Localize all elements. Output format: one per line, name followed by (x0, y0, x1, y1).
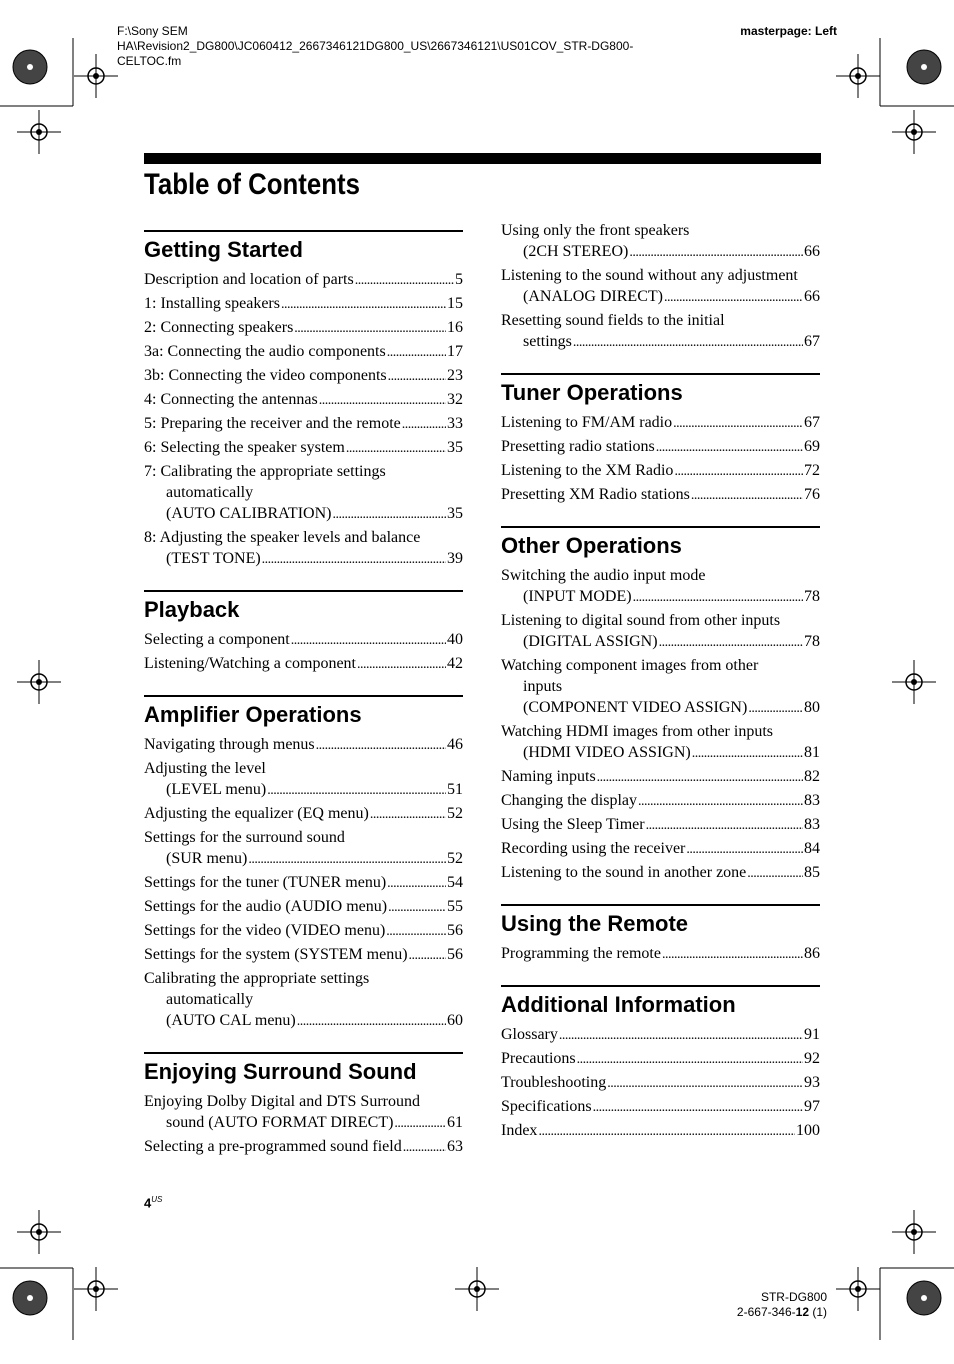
dot-leader (577, 1048, 803, 1070)
section-heading: Using the Remote (501, 904, 820, 937)
toc-entry[interactable] (144, 341, 463, 363)
dot-leader (403, 1136, 446, 1158)
toc-section (501, 373, 820, 506)
registration-cross-icon (892, 1210, 936, 1254)
toc-entry-text: Listening to the sound without any adjustment (501, 267, 798, 284)
toc-entry[interactable] (501, 412, 820, 434)
toc-entry-text: (LEVEL menu) (166, 781, 267, 798)
toc-entry-text: automatically (166, 484, 254, 501)
toc-page-number: 51 (447, 781, 463, 798)
toc-entry-text: Selecting a pre-programmed sound field (144, 1138, 402, 1155)
toc-page-number: 55 (447, 898, 463, 915)
toc-entry-text: Listening to digital sound from other inputs (501, 612, 781, 629)
dot-leader (388, 896, 446, 918)
dot-leader (281, 293, 446, 315)
toc-entry-text: Settings for the system (SYSTEM menu) (144, 946, 408, 963)
dot-leader (664, 286, 803, 308)
toc-page-number: 42 (447, 655, 463, 672)
dot-leader (593, 1096, 803, 1118)
toc-entry[interactable] (501, 790, 820, 812)
toc-entry-text: automatically (166, 991, 254, 1008)
toc-page-number: 46 (447, 736, 463, 753)
toc-entry-text: 7: Calibrating the appropriate settings (144, 463, 386, 480)
toc-page-number: 56 (447, 922, 463, 939)
toc-entry-text: (AUTO CALIBRATION) (166, 505, 332, 522)
toc-entry-text: (SUR menu) (166, 850, 248, 867)
toc-entry[interactable] (501, 766, 820, 788)
dot-leader (297, 1010, 446, 1032)
toc-entry-text: 6: Selecting the speaker system (144, 439, 345, 456)
toc-entry[interactable] (501, 943, 820, 965)
toc-entry[interactable] (144, 461, 463, 525)
toc-entry-text: Naming inputs (501, 768, 596, 785)
dot-leader (267, 779, 446, 801)
registration-sun-icon (13, 50, 47, 84)
toc-entry-text: Selecting a component (144, 631, 290, 648)
footer-model: STR-DG800 (760, 1290, 827, 1304)
registration-cross-icon (836, 54, 880, 98)
footer-info (737, 1290, 827, 1320)
dot-leader (538, 1120, 795, 1142)
dot-leader (573, 331, 803, 353)
toc-page-number: 76 (804, 486, 820, 503)
dot-leader (402, 413, 446, 435)
toc-page-number: 78 (804, 633, 820, 650)
toc-page-number: 63 (447, 1138, 463, 1155)
dot-leader (748, 697, 803, 719)
page-title: Table of Contents (144, 168, 360, 201)
toc-entry-text: Calibrating the appropriate settings (144, 970, 370, 987)
dot-leader (387, 341, 446, 363)
toc-entry[interactable] (501, 436, 820, 458)
toc-entry[interactable] (144, 389, 463, 411)
toc-entry[interactable] (144, 629, 463, 651)
toc-entry-text: Changing the display (501, 792, 637, 809)
dot-leader (394, 1112, 446, 1134)
toc-entry-text: settings (523, 333, 572, 350)
toc-entry[interactable] (144, 317, 463, 339)
registration-cross-icon (74, 54, 118, 98)
dot-leader (597, 766, 803, 788)
toc-entry[interactable] (501, 460, 820, 482)
toc-entry-text: Presetting radio stations (501, 438, 655, 455)
toc-entry-text: (ANALOG DIRECT) (523, 288, 663, 305)
toc-entry[interactable] (144, 437, 463, 459)
toc-entry-text: 2: Connecting speakers (144, 319, 294, 336)
toc-entry[interactable] (501, 1024, 820, 1046)
toc-entry[interactable] (144, 758, 463, 801)
toc-section (144, 695, 463, 1032)
registration-cross-icon (892, 660, 936, 704)
registration-sun-icon (13, 1281, 47, 1315)
toc-entry-text: Using the Sleep Timer (501, 816, 645, 833)
toc-entry[interactable] (144, 527, 463, 570)
toc-page-number: 83 (804, 816, 820, 833)
file-path-line: CELTOC.fm (117, 54, 182, 68)
page-number-value: 4 (144, 1195, 152, 1211)
dot-leader (346, 437, 446, 459)
dot-leader (355, 269, 454, 291)
toc-entry-text: Settings for the surround sound (144, 829, 345, 846)
dot-leader (673, 412, 803, 434)
toc-page-number: 17 (447, 343, 463, 360)
toc-page-number: 39 (447, 550, 463, 567)
toc-entry[interactable] (501, 721, 820, 764)
toc-entry-text: (TEST TONE) (166, 550, 261, 567)
toc-entry-text: Programming the remote (501, 945, 661, 962)
dot-leader (633, 586, 803, 608)
toc-entry-text: Settings for the tuner (TUNER menu) (144, 874, 387, 891)
toc-entry[interactable] (501, 610, 820, 653)
toc-entry-text: 8: Adjusting the speaker levels and balance (144, 529, 421, 546)
toc-entry[interactable] (144, 413, 463, 435)
toc-entry-text: Precautions (501, 1050, 576, 1067)
toc-entry[interactable] (501, 1120, 820, 1142)
toc-page-number: 5 (455, 271, 463, 288)
toc-page-number: 97 (804, 1098, 820, 1115)
toc-page-number: 23 (447, 367, 463, 384)
toc-page-number: 84 (804, 840, 820, 857)
section-heading: Enjoying Surround Sound (144, 1052, 463, 1085)
toc-entry[interactable] (144, 365, 463, 387)
toc-entry-text: 3a: Connecting the audio components (144, 343, 386, 360)
registration-cross-icon (17, 660, 61, 704)
toc-entry-text: (AUTO CAL menu) (166, 1012, 296, 1029)
toc-page-number: 52 (447, 805, 463, 822)
toc-entry-text: (COMPONENT VIDEO ASSIGN) (523, 699, 748, 716)
toc-page-number: 86 (804, 945, 820, 962)
toc-page-number: 83 (804, 792, 820, 809)
toc-page-number: 52 (447, 850, 463, 867)
toc-entry-text: Description and location of parts (144, 271, 354, 288)
section-heading: Additional Information (501, 985, 820, 1018)
dot-leader (294, 317, 446, 339)
dot-leader (629, 241, 803, 263)
dot-leader (646, 814, 803, 836)
registration-cross-icon (74, 1267, 118, 1311)
toc-entry[interactable] (501, 565, 820, 608)
toc-entry-text: inputs (523, 678, 563, 695)
toc-entry-text: (HDMI VIDEO ASSIGN) (523, 744, 691, 761)
right-column (501, 220, 820, 1162)
dot-leader (332, 503, 446, 525)
toc-entry-text: Navigating through menus (144, 736, 315, 753)
toc-entry[interactable] (501, 862, 820, 884)
toc-entry[interactable] (501, 1072, 820, 1094)
toc-section (501, 904, 820, 965)
toc-page-number: 67 (804, 333, 820, 350)
toc-page-number: 72 (804, 462, 820, 479)
dot-leader (248, 848, 446, 870)
registration-cross-icon (17, 1210, 61, 1254)
toc-entry[interactable] (144, 827, 463, 870)
toc-entry-text: sound (AUTO FORMAT DIRECT) (166, 1114, 394, 1131)
toc-entry[interactable] (144, 944, 463, 966)
toc-entry[interactable] (501, 265, 820, 308)
dot-leader (691, 484, 803, 506)
dot-leader (319, 389, 446, 411)
left-column (144, 230, 463, 1178)
toc-entry-text: Specifications (501, 1098, 592, 1115)
toc-page-number: 16 (447, 319, 463, 336)
dot-leader (559, 1024, 803, 1046)
toc-section (501, 985, 820, 1142)
dot-leader (370, 803, 446, 825)
toc-entry-text: Index (501, 1122, 538, 1139)
toc-entry[interactable] (501, 1096, 820, 1118)
file-path-line: HA\Revision2_DG800\JC060412_2667346121DG800_US\2667346121\US01COV_STR-DG800- (117, 39, 634, 53)
dot-leader (747, 862, 803, 884)
toc-entry-text: Listening to FM/AM radio (501, 414, 673, 431)
dot-leader (388, 365, 446, 387)
toc-page-number: 85 (804, 864, 820, 881)
toc-entry-text: 1: Installing speakers (144, 295, 280, 312)
dot-leader (386, 920, 446, 942)
toc-page-number: 66 (804, 288, 820, 305)
registration-cross-icon (17, 110, 61, 154)
toc-page-number: 35 (447, 505, 463, 522)
title-rule (144, 153, 821, 164)
toc-page-number: 33 (447, 415, 463, 432)
toc-entry[interactable] (144, 803, 463, 825)
dot-leader (674, 460, 803, 482)
page-number-suffix: US (151, 1195, 163, 1204)
section-heading: Other Operations (501, 526, 820, 559)
toc-page-number: 81 (804, 744, 820, 761)
toc-page-number: 40 (447, 631, 463, 648)
toc-entry[interactable] (501, 220, 820, 263)
toc-entry[interactable] (144, 968, 463, 1032)
dot-leader (607, 1072, 803, 1094)
dot-leader (316, 734, 446, 756)
section-heading: Amplifier Operations (144, 695, 463, 728)
toc-entry-text: Listening to the sound in another zone (501, 864, 747, 881)
registration-sun-icon (907, 1281, 941, 1315)
toc-entry-text: Watching component images from other (501, 657, 759, 674)
section-heading: Getting Started (144, 230, 463, 263)
footer-code: 2-667-346-12 (1) (736, 1305, 827, 1319)
toc-entry-text: Listening/Watching a component (144, 655, 356, 672)
toc-entry[interactable] (144, 1136, 463, 1158)
toc-page-number: 93 (804, 1074, 820, 1091)
toc-section (144, 1052, 463, 1158)
dot-leader (291, 629, 446, 651)
toc-entry[interactable] (144, 920, 463, 942)
toc-entry-text: Adjusting the equalizer (EQ menu) (144, 805, 369, 822)
dot-leader (659, 631, 803, 653)
masterpage-label: masterpage: Left (740, 24, 837, 38)
toc-page-number: 80 (804, 699, 820, 716)
toc-section (144, 230, 463, 570)
toc-entry[interactable] (501, 1048, 820, 1070)
toc-section-continued (501, 220, 820, 353)
page-number (144, 1195, 162, 1210)
toc-entry-text: Presetting XM Radio stations (501, 486, 690, 503)
toc-page-number: 78 (804, 588, 820, 605)
toc-entry[interactable] (144, 269, 463, 291)
dot-leader (387, 872, 446, 894)
toc-entry-text: Glossary (501, 1026, 558, 1043)
toc-page-number: 82 (804, 768, 820, 785)
toc-entry-text: Enjoying Dolby Digital and DTS Surround (144, 1093, 420, 1110)
dot-leader (357, 653, 446, 675)
toc-entry-text: 4: Connecting the antennas (144, 391, 318, 408)
dot-leader (409, 944, 446, 966)
section-heading: Tuner Operations (501, 373, 820, 406)
toc-entry-text: 5: Preparing the receiver and the remote (144, 415, 401, 432)
toc-page-number: 54 (447, 874, 463, 891)
toc-page-number: 60 (447, 1012, 463, 1029)
toc-entry-text: Adjusting the level (144, 760, 266, 777)
toc-entry[interactable] (144, 734, 463, 756)
toc-page-number: 56 (447, 946, 463, 963)
toc-entry-text: Switching the audio input mode (501, 567, 706, 584)
registration-cross-icon (836, 1267, 880, 1311)
toc-entry-text: Using only the front speakers (501, 222, 690, 239)
toc-entry[interactable] (144, 1091, 463, 1134)
toc-entry-text: Settings for the video (VIDEO menu) (144, 922, 386, 939)
dot-leader (692, 742, 803, 764)
toc-page-number: 69 (804, 438, 820, 455)
toc-entry-text: (DIGITAL ASSIGN) (523, 633, 658, 650)
toc-entry[interactable] (501, 484, 820, 506)
toc-entry-text: Listening to the XM Radio (501, 462, 674, 479)
registration-sun-icon (907, 50, 941, 84)
toc-entry[interactable] (501, 655, 820, 719)
toc-entry[interactable] (501, 838, 820, 860)
toc-page-number: 66 (804, 243, 820, 260)
dot-leader (686, 838, 803, 860)
toc-page-number: 61 (447, 1114, 463, 1131)
toc-section (144, 590, 463, 675)
registration-cross-icon (892, 110, 936, 154)
dot-leader (656, 436, 803, 458)
toc-entry[interactable] (501, 814, 820, 836)
toc-page-number: 15 (447, 295, 463, 312)
toc-entry[interactable] (501, 310, 820, 353)
toc-page-number: 67 (804, 414, 820, 431)
toc-entry[interactable] (144, 896, 463, 918)
toc-entry-text: Watching HDMI images from other inputs (501, 723, 773, 740)
toc-page-number: 100 (796, 1122, 820, 1139)
toc-entry[interactable] (144, 293, 463, 315)
toc-page-number: 92 (804, 1050, 820, 1067)
toc-entry-text: (INPUT MODE) (523, 588, 632, 605)
toc-entry-text: 3b: Connecting the video components (144, 367, 387, 384)
dot-leader (638, 790, 803, 812)
toc-entry-text: Resetting sound fields to the initial (501, 312, 725, 329)
toc-entry-text: Troubleshooting (501, 1074, 607, 1091)
toc-entry-text: (2CH STEREO) (523, 243, 629, 260)
dot-leader (662, 943, 803, 965)
toc-page-number: 91 (804, 1026, 820, 1043)
registration-cross-icon (455, 1267, 499, 1311)
section-heading: Playback (144, 590, 463, 623)
toc-entry-text: Settings for the audio (AUDIO menu) (144, 898, 388, 915)
dot-leader (262, 548, 446, 570)
toc-page-number: 32 (447, 391, 463, 408)
toc-page-number: 35 (447, 439, 463, 456)
toc-entry-text: Recording using the receiver (501, 840, 686, 857)
file-path-line: F:\Sony SEM (117, 24, 188, 38)
toc-entry[interactable] (144, 653, 463, 675)
toc-section (501, 526, 820, 884)
toc-entry[interactable] (144, 872, 463, 894)
